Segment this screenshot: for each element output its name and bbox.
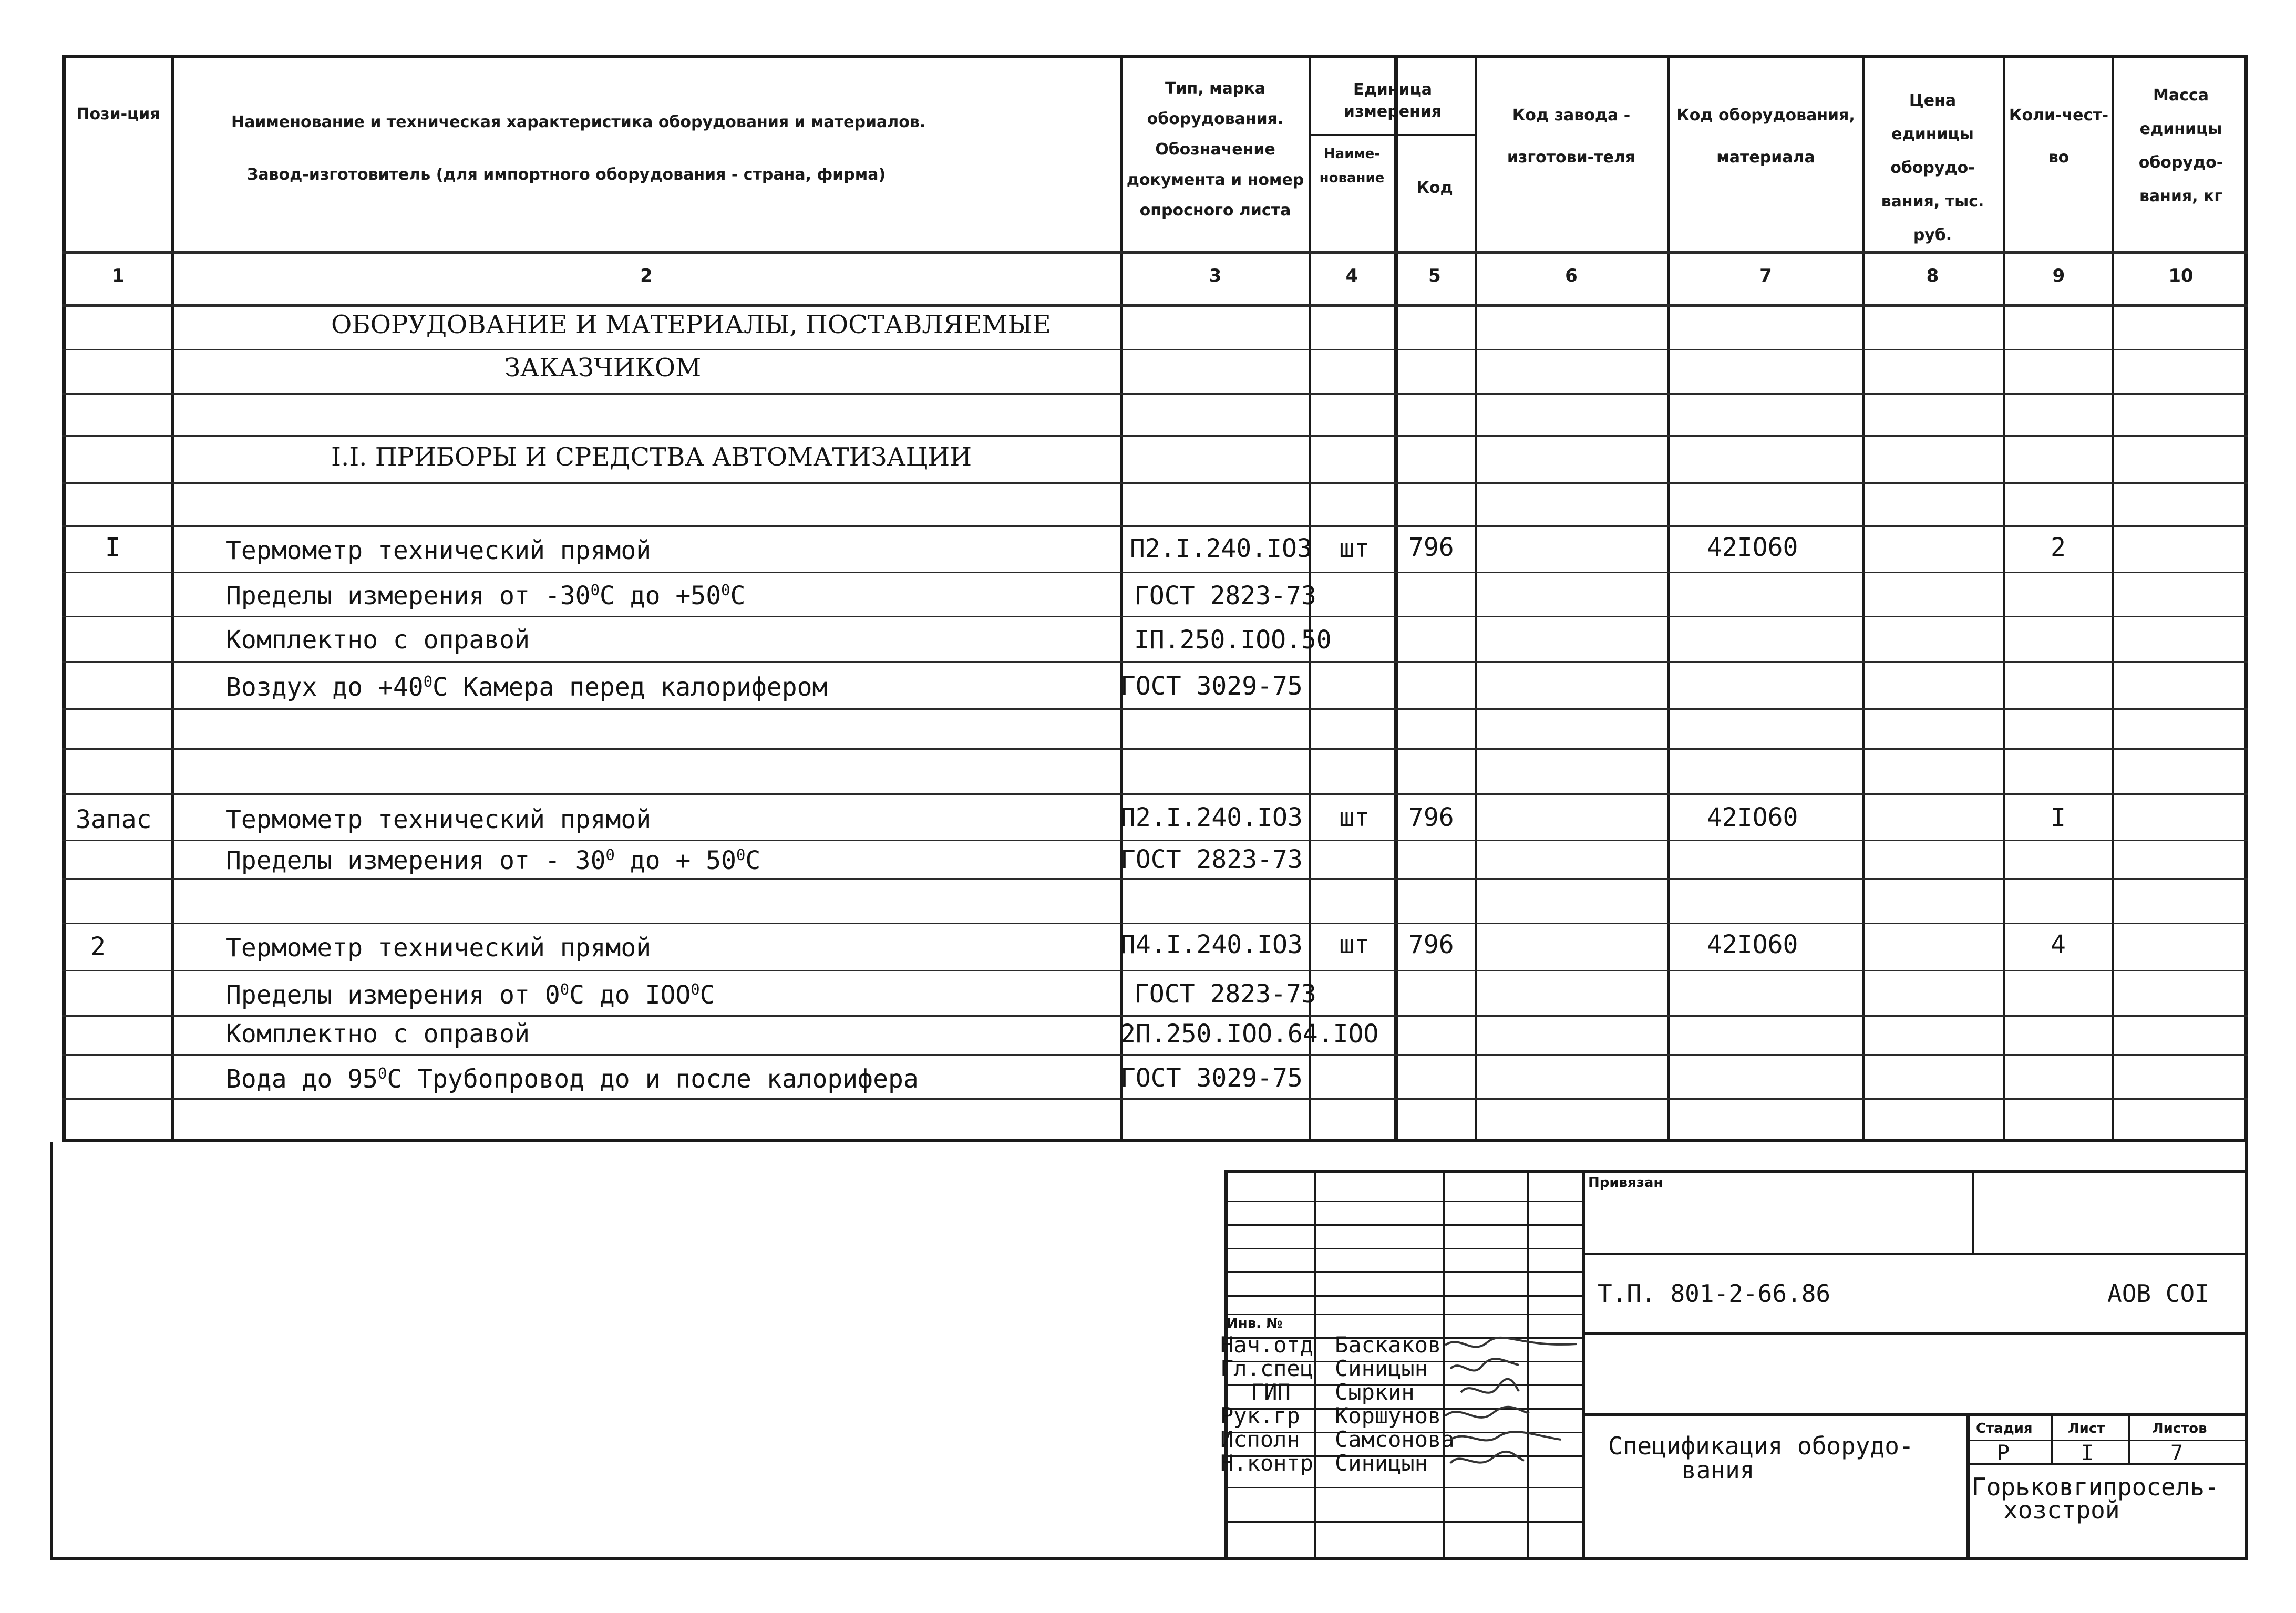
col-number: 2	[640, 265, 653, 286]
signatures-graphic	[1440, 1329, 1587, 1487]
row-unit: шт	[1339, 534, 1370, 563]
col-number: 1	[112, 265, 125, 286]
row-name: Воздух до $+40^0C$ Камера перед калорифером	[226, 673, 828, 702]
row-line	[62, 1098, 2248, 1100]
row-quantity: 2	[2051, 533, 2066, 562]
row-unit-code: 796	[1408, 533, 1454, 562]
stamp-stage-label: Стадия	[1976, 1421, 2033, 1436]
row-equipment-code: 42IO60	[1707, 533, 1798, 562]
row-name: Термометр технический прямой	[226, 805, 652, 834]
row-quantity: 4	[2051, 930, 2066, 959]
row-line	[62, 572, 2248, 573]
header-quantity: Коли-чест-во	[2009, 106, 2109, 167]
col-number: 3	[1209, 265, 1222, 286]
stamp-divider	[1966, 1413, 1970, 1558]
stamp-doc-number: Т.П. 801-2-66.86	[1598, 1279, 1831, 1308]
stamp-row	[1224, 1201, 1582, 1202]
stamp-title-line1: Спецификация оборудо-	[1608, 1432, 1914, 1460]
col-number: 9	[2052, 265, 2065, 286]
row-line	[62, 878, 2248, 880]
row-position: I	[105, 533, 120, 562]
stamp-person: Синицын	[1335, 1356, 1428, 1381]
stamp-row	[1582, 1253, 2247, 1255]
stamp-row	[1224, 1248, 1582, 1249]
col-divider	[1394, 55, 1398, 1142]
stamp-role: Гл.спец	[1220, 1356, 1314, 1381]
row-name: Вода до $95^0C$ Трубопровод до и после калорифера	[226, 1064, 919, 1094]
stamp-row	[1224, 1314, 1582, 1315]
row-quantity: I	[2051, 803, 2066, 832]
col-number: 10	[2168, 265, 2194, 286]
row-equipment-code: 42IO60	[1707, 803, 1798, 832]
row-position: Запас	[76, 805, 152, 834]
stamp-title-line2: вания	[1682, 1456, 1755, 1484]
stamp-row	[1224, 1487, 1582, 1488]
stamp-person: Баскаков	[1335, 1332, 1442, 1358]
row-line	[62, 525, 2248, 527]
row-type: П2.I.240.IO3	[1130, 534, 1312, 563]
row-equipment-code: 42IO60	[1707, 930, 1798, 959]
row-line	[62, 708, 2248, 710]
header-equipment-code: Код оборудования, материала	[1676, 106, 1855, 167]
row-line	[62, 793, 2248, 795]
stamp-inv-label: Инв. №	[1227, 1316, 1283, 1331]
stamp-row	[1224, 1295, 1582, 1297]
row-name: Пределы измерения от - $30^0$ до + $50^0C$	[226, 846, 761, 875]
row-line	[62, 840, 2248, 841]
col-divider	[1862, 55, 1865, 1142]
stamp-role: Рук.гр	[1220, 1403, 1300, 1429]
row-line	[62, 661, 2248, 663]
unit-group-divider	[1309, 134, 1475, 136]
stamp-row	[1224, 1521, 1582, 1523]
stamp-divider	[1972, 1170, 1974, 1254]
stamp-org-line2: хозстрой	[2003, 1496, 2120, 1524]
row-name: Термометр технический прямой	[226, 933, 652, 963]
row-unit: шт	[1339, 803, 1370, 832]
row-line	[62, 616, 2248, 617]
row-unit: шт	[1339, 930, 1370, 959]
col-number: 4	[1345, 265, 1358, 286]
header-unit-name: Наиме-нование	[1319, 146, 1385, 186]
section-title-line1: ОБОРУДОВАНИЕ И МАТЕРИАЛЫ, ПОСТАВЛЯЕМЫЕ	[331, 310, 1051, 339]
col-divider	[1667, 55, 1670, 1142]
row-line	[62, 393, 2248, 395]
col-divider	[1475, 55, 1477, 1142]
stamp-role: Исполн	[1220, 1426, 1300, 1452]
row-type: ГОСТ 2823-73	[1134, 581, 1316, 611]
header-factory-code: Код завода - изготови-теля	[1507, 106, 1636, 167]
header-unit-code: Код	[1416, 179, 1453, 197]
row-type: ГОСТ 3029-75	[1120, 671, 1303, 701]
stamp-person: Сыркин	[1335, 1379, 1415, 1405]
row-line	[62, 970, 2248, 971]
header-type: Тип, марка оборудования. Обозначение документа и номер опросного листа	[1126, 79, 1304, 220]
subsection-title: I.I. ПРИБОРЫ И СРЕДСТВА АВТОМАТИЗАЦИИ	[331, 442, 972, 472]
stamp-person: Коршунов	[1335, 1403, 1442, 1429]
col-number: 8	[1926, 265, 1939, 286]
row-name: Пределы измерения от $-30^0C$ до $+50^0C$	[226, 581, 746, 611]
stamp-person: Синицын	[1335, 1450, 1428, 1476]
stamp-org-line1: Горьковгипросель-	[1972, 1473, 2219, 1501]
stamp-row	[1582, 1332, 2247, 1335]
col-number: 5	[1428, 265, 1441, 286]
header-unit-group: Единица измерения	[1343, 80, 1442, 121]
stamp-divider	[2128, 1413, 2130, 1463]
col-divider	[2112, 55, 2114, 1142]
section-title-line2: ЗАКАЗЧИКОМ	[504, 353, 702, 382]
number-row-line	[62, 304, 2248, 307]
stamp-divider	[2051, 1413, 2053, 1463]
header-name-line2: Завод-изготовитель (для импортного оборудования - страна, фирма)	[247, 166, 886, 184]
col-number: 6	[1565, 265, 1578, 286]
col-divider	[1120, 55, 1123, 1142]
row-line	[62, 349, 2248, 350]
stamp-sheets: 7	[2170, 1441, 2184, 1465]
header-position: Пози-ция	[76, 105, 160, 123]
row-type: ГОСТ 2823-73	[1134, 979, 1316, 1009]
stamp-row	[1224, 1224, 1582, 1226]
row-line	[62, 435, 2248, 437]
row-type: П2.I.240.IO3	[1120, 803, 1303, 832]
stamp-sheet: I	[2081, 1441, 2094, 1465]
col-divider	[171, 55, 174, 1142]
row-name: Пределы измерения от $0^0C$ до IOO$^0$C	[226, 980, 715, 1010]
stamp-row	[1224, 1271, 1582, 1273]
header-mass: Масса единицы оборудо-вания, кг	[2138, 86, 2223, 205]
row-unit-code: 796	[1408, 930, 1454, 959]
stamp-sheet-label: Лист	[2068, 1421, 2105, 1436]
stamp-divider	[1314, 1170, 1316, 1558]
row-unit-code: 796	[1408, 803, 1454, 832]
stamp-role: Нач.отд	[1220, 1332, 1314, 1358]
row-name: Комплектно с оправой	[226, 625, 530, 655]
header-price: Цена единицы оборудо-вания, тыс. руб.	[1881, 91, 1984, 244]
row-line	[62, 1054, 2248, 1056]
stamp-person: Самсонова	[1335, 1426, 1455, 1452]
stamp-sheet-code: АОВ СОI	[2107, 1279, 2209, 1308]
row-line	[62, 748, 2248, 750]
col-divider	[2003, 55, 2005, 1142]
page-border-left	[50, 1142, 53, 1557]
stamp-stage: Р	[1997, 1441, 2010, 1465]
stamp-row	[1582, 1413, 2247, 1416]
row-name: Комплектно с оправой	[226, 1019, 530, 1049]
header-name-line1: Наименование и техническая характеристика оборудования и материалов.	[231, 113, 926, 131]
row-name: Термометр технический прямой	[226, 536, 652, 565]
row-line	[62, 923, 2248, 924]
stamp-sheets-label: Листов	[2152, 1421, 2207, 1436]
row-type: ГОСТ 2823-73	[1120, 845, 1303, 874]
col-number: 7	[1759, 265, 1772, 286]
row-line	[62, 482, 2248, 484]
row-type: IП.250.IOO.50	[1134, 625, 1332, 655]
stamp-role: ГИП	[1251, 1379, 1291, 1405]
row-position: 2	[90, 932, 106, 961]
row-type: ГОСТ 3029-75	[1120, 1063, 1303, 1093]
row-line	[62, 1015, 2248, 1017]
row-type: 2П.250.IOO.64.IOO	[1120, 1019, 1379, 1049]
stamp-role: Н.контр	[1220, 1450, 1314, 1476]
row-type: П4.I.240.IO3	[1120, 930, 1303, 959]
stamp-privyazan: Привязан	[1588, 1175, 1663, 1191]
